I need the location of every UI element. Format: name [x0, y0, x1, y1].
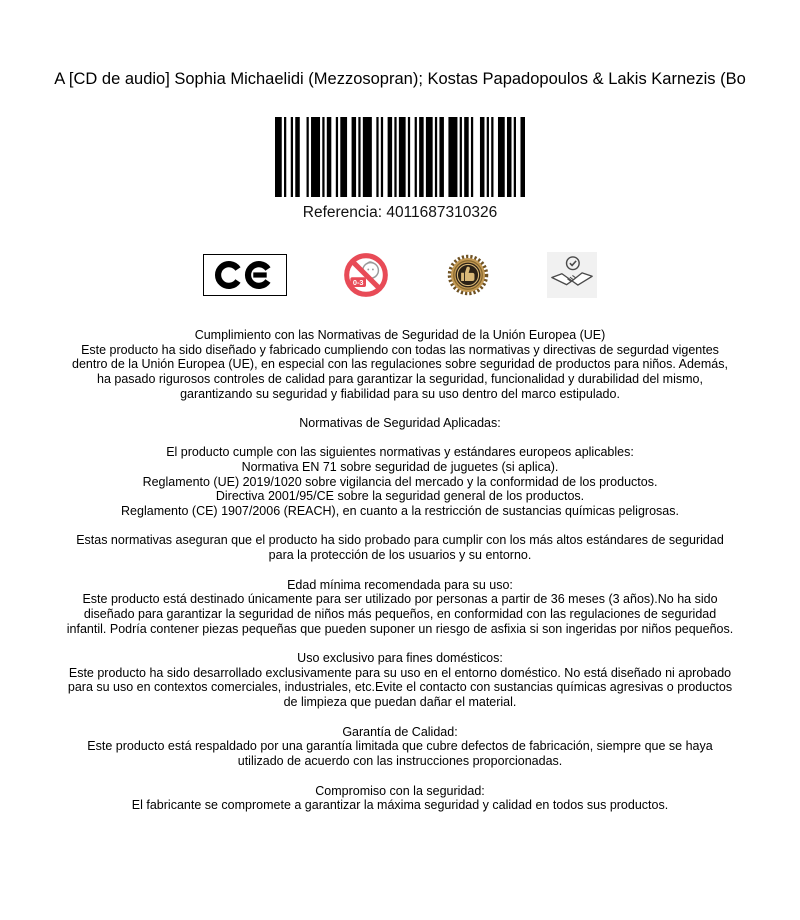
norm-line: Reglamento (CE) 1907/2006 (REACH), en cuanto a la restricción de sustancias químicas peligrosas. — [121, 503, 679, 518]
norm-line: Directiva 2001/95/CE sobre la seguridad general de los productos. — [215, 489, 585, 504]
norm-line: Normativa EN 71 sobre seguridad de juguetes (si aplica). — [241, 459, 559, 474]
norm-line: El producto cumple con las siguientes normativas y estándares europeos aplicables: — [166, 445, 634, 460]
trust-handshake-icon — [547, 252, 597, 298]
section-heading: Edad mínima recomendada para su uso: — [287, 577, 513, 592]
section-body: Este producto está respaldado por una garantía limitada que cubre defectos de fabricación, siempre que se haya utilizado de acuerdo con las instrucciones proporcionadas. — [87, 739, 713, 768]
svg-text:0-3: 0-3 — [352, 277, 364, 287]
section-heading: Uso exclusivo para fines domésticos: — [297, 651, 503, 666]
section-tested-standards — [64, 533, 736, 562]
section-minimum-age — [64, 578, 736, 637]
section-body: El fabricante se compromete a garantizar la máxima seguridad y calidad en todos sus productos. — [131, 798, 669, 813]
compliance-icons-row — [0, 248, 800, 302]
section-body: Estas normativas aseguran que el producto ha sido probado para cumplir con los más altos estándares de seguridad para la protección de los usuarios y su entorno. — [76, 533, 724, 563]
section-body: Este producto ha sido desarrollado exclusivamente para su uso en el entorno doméstico. No está diseñado ni aprobado para su uso en contextos comerciales, industriales, etc.Evite el contacto con sustancias químicas agresivas o productos de limpieza que puedan dañar el material. — [67, 665, 733, 710]
product-title: A [CD de audio] Sophia Michaelidi (Mezzosopran); Kostas Papadopoulos & Lakis Karnezis (Bo — [54, 70, 746, 88]
handshake-glyph — [549, 254, 595, 296]
section-domestic-use — [64, 651, 736, 710]
section-body: Este producto ha sido diseñado y fabricado cumpliendo con todas las normativas y directivas de segurdad vigentes dentro de la Unión Europea (UE), en especial con las regulaciones sobre seguridad de productos para niños. Además, ha pasado rigurosos controles de calidad para garantizar la seguridad, funcionalidad y durabilidad del mismo, garantizando su seguridad y fiabilidad para su uso dentro del marco estipulado. — [72, 342, 728, 401]
barcode — [0, 117, 800, 197]
blank-line — [64, 431, 736, 446]
ce-mark-icon — [203, 254, 287, 296]
compliance-text — [64, 328, 736, 813]
section-heading: Compromiso con la seguridad: — [315, 783, 485, 798]
reference-number: Referencia: 4011687310326 — [302, 204, 498, 221]
section-body: Este producto está destinado únicamente para ser utilizado por personas a partir de 36 meses (3 años).No ha sido diseñado para garantizar la seguridad de niños más pequeños, en conformidad con las regulaciones de seguridad infantil. Podría contener piezas pequeñas que pueden suponer un riesgo de asfixia si son ingeridas por niños pequeños. — [66, 592, 734, 636]
age-warning-0-3-icon — [343, 252, 389, 298]
section-heading: Cumplimiento con las Normativas de Seguridad de la Unión Europea (UE) — [194, 328, 606, 342]
ce-mark-glyph — [214, 259, 276, 291]
norm-line: Reglamento (UE) 2019/1020 sobre vigilancia del mercado y la conformidad de los productos. — [142, 474, 658, 489]
section-safety-commitment — [64, 784, 736, 813]
section-quality-warranty — [64, 725, 736, 769]
section-applied-norms — [64, 416, 736, 518]
section-eu-compliance — [64, 328, 736, 401]
section-heading: Normativas de Seguridad Aplicadas: — [299, 416, 501, 431]
quality-seal-thumbs-up-icon — [445, 252, 491, 298]
section-heading: Garantía de Calidad: — [342, 724, 458, 739]
barcode-image — [275, 117, 525, 197]
